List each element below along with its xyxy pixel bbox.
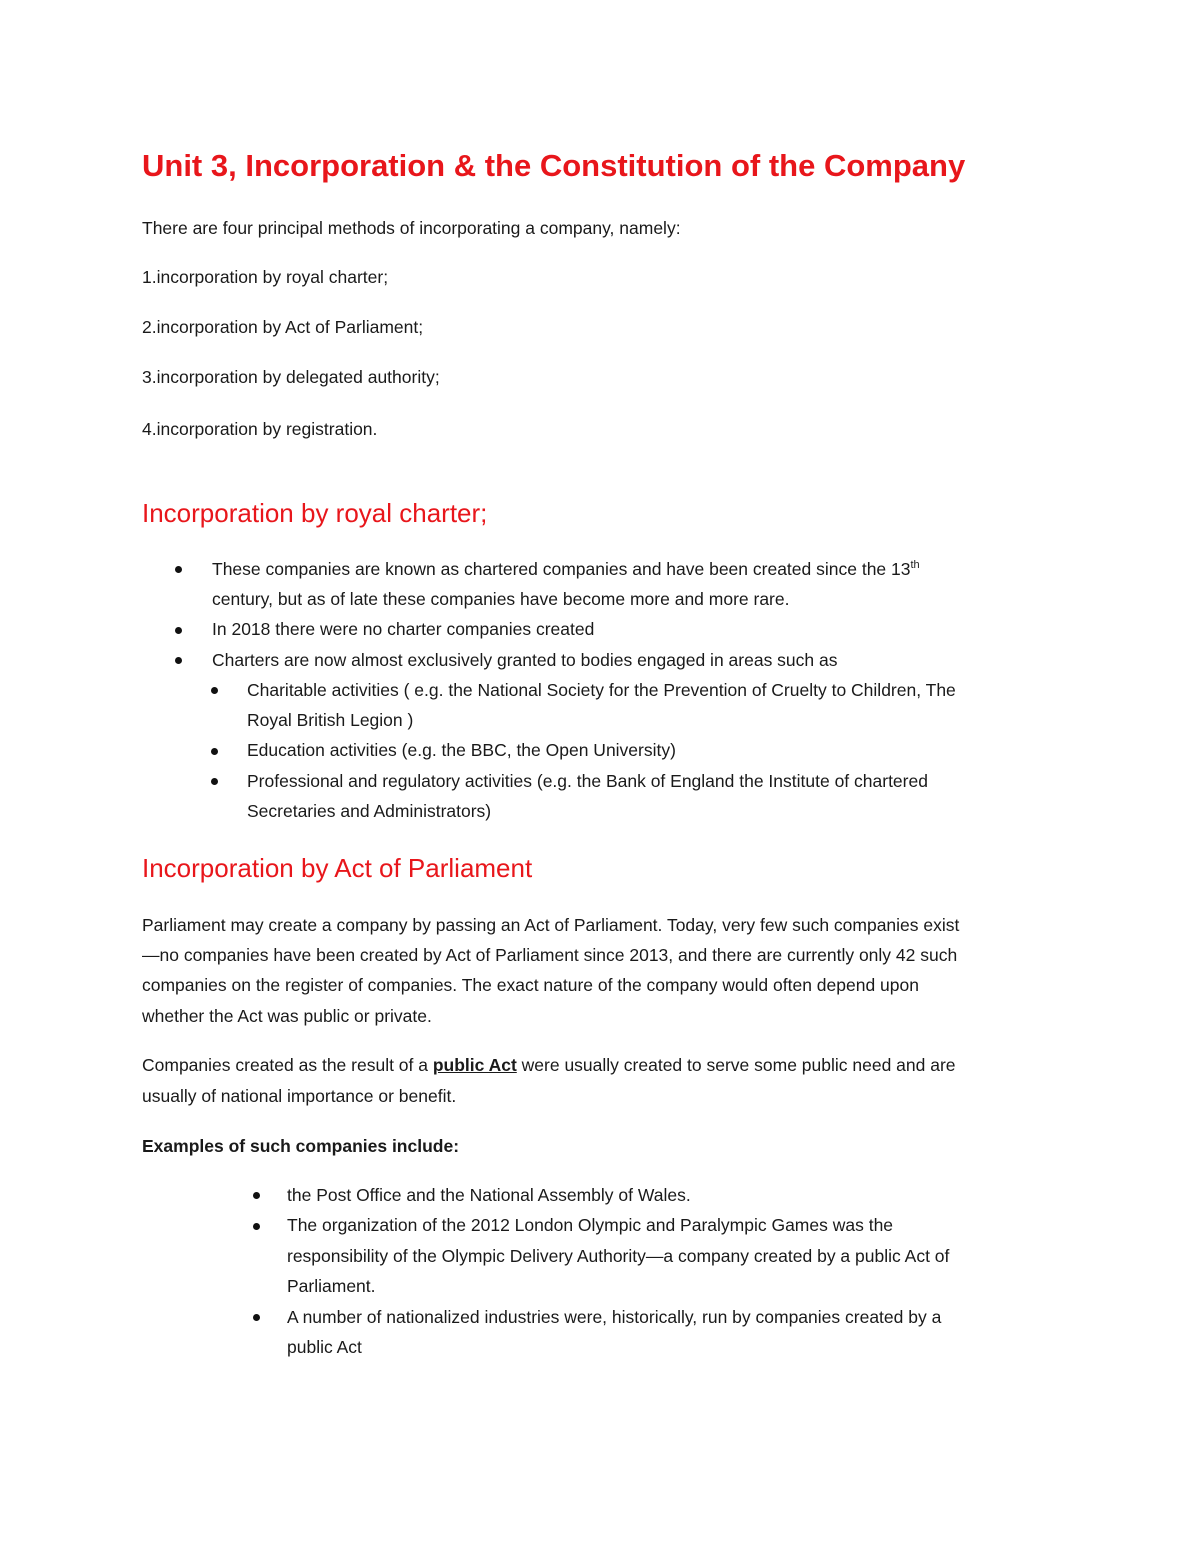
paragraph-line: Companies created as the result of a public Act were usually created to serve some public need and are: [142, 1055, 956, 1075]
paragraph-line: usually of national importance or benefit.: [142, 1086, 457, 1106]
public-act-emphasis: public Act: [432, 1055, 517, 1075]
bullet-icon: [211, 778, 218, 785]
sub-bullet-text: Charitable activities ( e.g. the National Society for the Prevention of Cruelty to Children, The: [247, 680, 956, 700]
sub-bullet-text: Royal British Legion ): [247, 710, 414, 730]
method-item: 3.incorporation by delegated authority;: [142, 367, 440, 387]
examples-label: Examples of such companies include:: [142, 1136, 460, 1156]
paragraph-line: —no companies have been created by Act of Parliament since 2013, and there are currently only 42 such: [142, 945, 958, 965]
example-text: A number of nationalized industries were, historically, run by companies created by a: [287, 1307, 942, 1327]
bullet-icon: [175, 627, 182, 634]
bullet-text: century, but as of late these companies have become more and more rare.: [212, 589, 790, 609]
method-item: 4.incorporation by registration.: [142, 419, 378, 439]
example-text: public Act: [287, 1337, 362, 1357]
bullet-icon: [253, 1192, 260, 1199]
bullet-icon: [175, 657, 182, 664]
intro-text: There are four principal methods of incorporating a company, namely:: [142, 218, 681, 238]
paragraph-line: companies on the register of companies. The exact nature of the company would often depend upon: [142, 975, 919, 995]
example-text: the Post Office and the National Assembly of Wales.: [287, 1185, 691, 1205]
paragraph-line: Parliament may create a company by passing an Act of Parliament. Today, very few such companies exist: [142, 915, 960, 935]
sub-bullet-text: Professional and regulatory activities (e.g. the Bank of England the Institute of chartered: [247, 771, 928, 791]
method-item: 1.incorporation by royal charter;: [142, 267, 389, 287]
example-text: Parliament.: [287, 1276, 376, 1296]
superscript: th: [910, 559, 920, 572]
page-title: Unit 3, Incorporation & the Constitution of the Company: [142, 148, 966, 183]
bullet-icon: [211, 748, 218, 755]
bullet-text: In 2018 there were no charter companies created: [212, 619, 595, 639]
bullet-icon: [253, 1223, 260, 1230]
bullet-icon: [175, 566, 182, 573]
bullet-icon: [211, 687, 218, 694]
bullet-text: Charters are now almost exclusively granted to bodies engaged in areas such as: [212, 650, 838, 670]
sub-bullet-text: Secretaries and Administrators): [247, 801, 492, 821]
bullet-text: These companies are known as chartered companies and have been created since the 13th: [212, 559, 920, 579]
example-text: The organization of the 2012 London Olympic and Paralympic Games was the: [287, 1215, 894, 1235]
paragraph-line: whether the Act was public or private.: [142, 1006, 432, 1026]
sub-bullet-text: Education activities (e.g. the BBC, the Open University): [247, 740, 676, 760]
method-item: 2.incorporation by Act of Parliament;: [142, 317, 424, 337]
section-heading-royal-charter: Incorporation by royal charter;: [142, 498, 488, 528]
example-text: responsibility of the Olympic Delivery Authority—a company created by a public Act of: [287, 1246, 950, 1266]
section-heading-act-of-parliament: Incorporation by Act of Parliament: [142, 853, 533, 883]
bullet-icon: [253, 1314, 260, 1321]
